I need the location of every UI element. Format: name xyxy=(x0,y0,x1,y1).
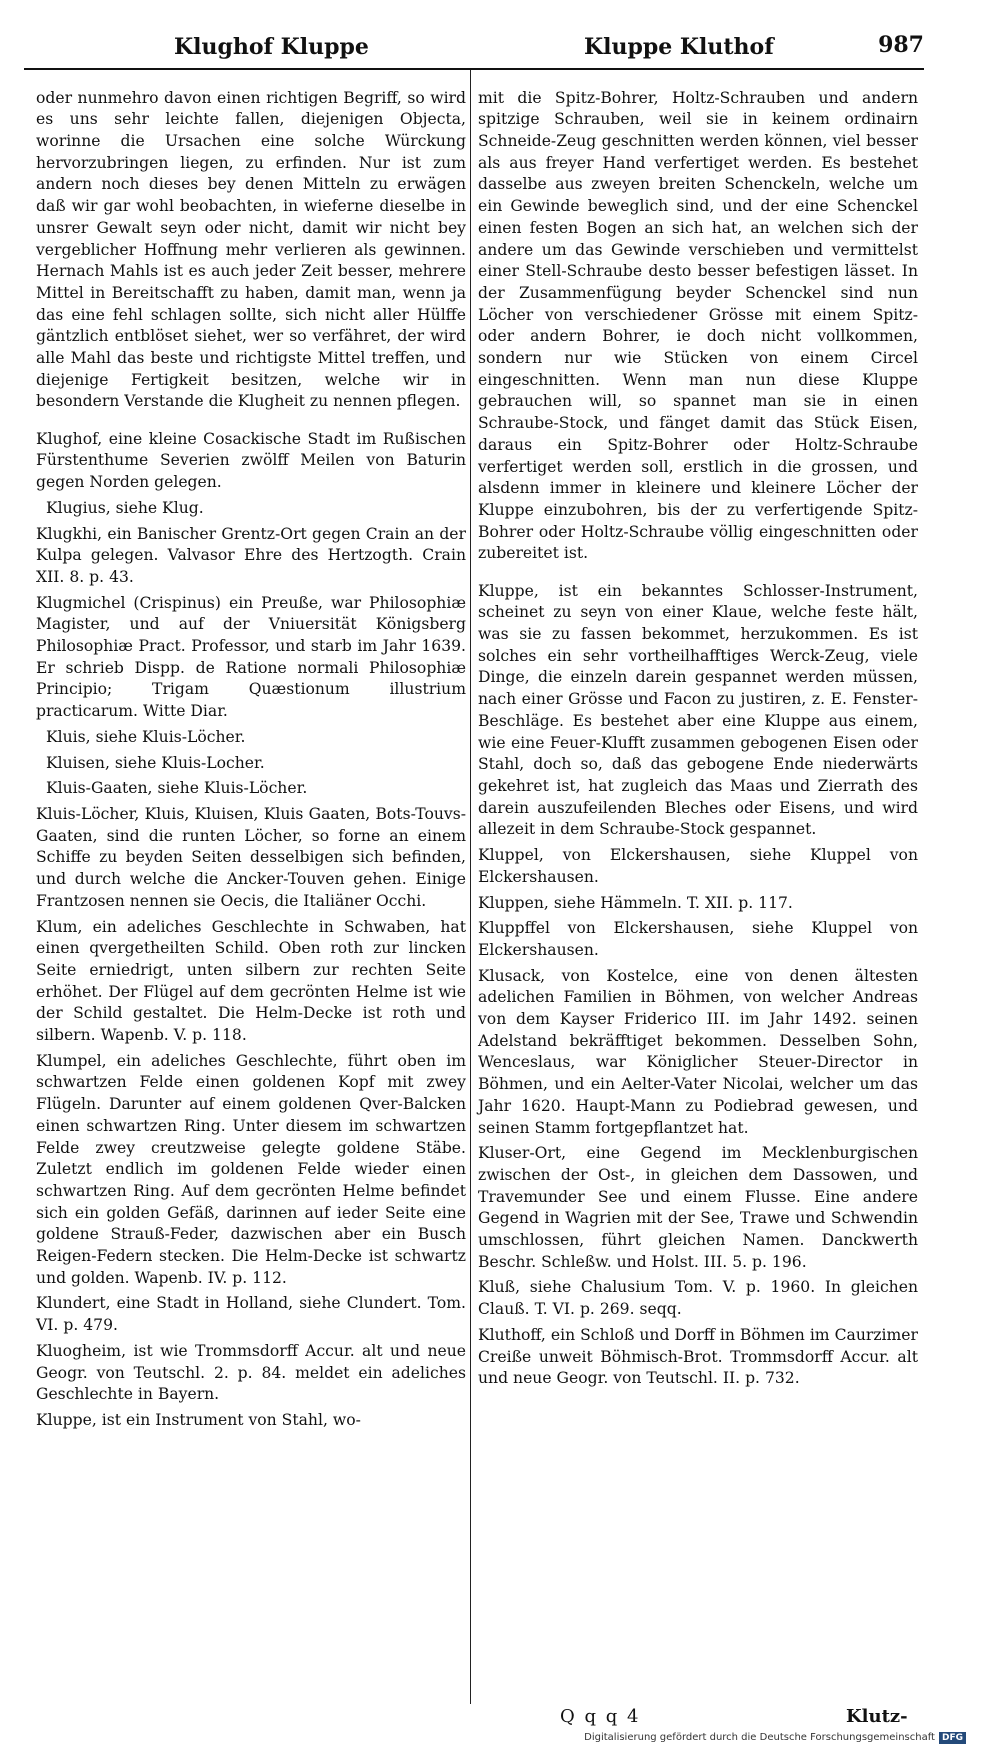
entry-kluthoff: Kluthoff, ein Schloß und Dorff in Böhmen im Caurzimer Creiße unweit Böhmisch-Brot. Trommsdorff Accur. alt und neue Geogr. von Teutschl. II. p. 732. xyxy=(478,1325,918,1388)
entry-klugkhi: Klugkhi, ein Banischer Grentz-Ort gegen Crain an der Kulpa gelegen. Valvasor Ehre des Hertzogth. Crain XII. 8. p. 43. xyxy=(36,524,466,586)
entry-kluppel: Kluppel, von Elckershausen, siehe Kluppel von Elckershausen. xyxy=(478,846,918,886)
entry-kluppe-continuation: mit die Spitz-Bohrer, Holtz-Schrauben und andern spitzige Schrauben, weil sie in keinem ordinairn Schneide-Zeug geschnitten werden können, viel besser als aus freyer Hand verfertiget werden. Es bestehet dasselbe aus zweyen breiten Schenckeln, welche um ein Gewinde beweglich sind, und der eine Schenckel einen festen Bogen an sich hat, an welchen sich der andere um das Gewinde verschieben und vermittelst einer Stell-Schraube desto besser befestigen lässet. In der Zusammenfügung beyder Schenckel sind nun Löcher von verschiedener Grösse mit einem Spitz- oder andern Bohrer, ie doch nicht vollkommen, sondern nur wie Stücken von einem Circel eingeschnitten. Wenn man nun diese Kluppe gebrauchen will, so spannet man sie in einen Schraube-Stock, und fänget damit das Stück Eisen, daraus ein Spitz-Bohrer oder Holtz-Schraube verfertiget werden soll, erstlich in die grossen, und alsdenn immer in kleinere und kleinere Löcher der Kluppe einzubohren, bis der zu verfertigende Spitz-Bohrer oder Holtz-Schraube völlig eingeschnitten oder zubereitet ist. xyxy=(478,88,918,563)
entry-continuation: oder nunmehro davon einen richtigen Begriff, so wird es uns sehr leichte fallen, diejenigen Objecta, worinne die Ursachen eine solche Würckung hervorzubringen liegen, zu erfinden. Nur ist zum andern noch dieses bey denen Mitteln zu erwägen daß wir gar wohl beobachten, in wieferne dieselbe in unsrer Gewalt seyn oder nicht, damit wir nicht bey vergeblicher Hoffnung mehr verlieren als gewinnen. Hernach Mahls ist es auch jeder Zeit besser, mehrere Mittel in Bereitschafft zu haben, damit man, wenn ja das eine fehl schlagen sollte, sich nicht aller Hülffe gäntzlich entblöset siehet, wer so verfähret, der wird alle Mahl das beste und richtigste Mittel treffen, und diejenige Fertigkeit besitzen, welche wir in besondern Verstande die Klugheit zu nennen pflegen. xyxy=(36,88,466,411)
running-header xyxy=(24,34,924,70)
catchword: Klutz- xyxy=(846,1706,908,1727)
entry-klusack: Klusack, von Kostelce, eine von denen ältesten adelichen Familien in Böhmen, von welcher Andreas von dem Kayser Friderico III. im Jahr 1492. seinen Adelstand bekräfftiget bekommen. Desselben Sohn, Wenceslaus, war Königlicher Steuer-Director in Böhmen, und ein Aelter-Vater Nicolai, welcher um das Jahr 1620. Haupt-Mann zu Podiebrad gewesen, und seinen Stamm fortgepflantzet hat. xyxy=(478,966,918,1137)
entry-klugius: Klugius, siehe Klug. xyxy=(46,498,204,517)
entry-kluisen: Kluisen, siehe Kluis-Locher. xyxy=(46,753,265,772)
dfg-logo: DFG xyxy=(939,1732,966,1744)
entry-klumpel: Klumpel, ein adeliches Geschlechte, führt oben im schwartzen Felde einen goldenen Kopf mit zwey Flügeln. Darunter auf einem goldenen Qver-Balcken einen schwartzen Ring. Unter diesem im schwartzen Felde zwey creutzweise gelegte goldene Stäbe. Zuletzt endlich im goldenen Felde wieder einen schwartzen Ring. Auf dem gecrönten Helme befindet sich ein golden Gefäß, darinnen auf ieder Seite eine goldene Strauß-Feder, dazwischen aber ein Busch Reigen-Federn stecken. Die Helm-Decke ist schwartz und golden. Wapenb. IV. p. 112. xyxy=(36,1051,466,1287)
column-divider xyxy=(470,70,471,1704)
entry-kluogheim: Kluogheim, ist wie Trommsdorff Accur. alt und neue Geogr. von Teutschl. 2. p. 84. meldet ein adeliches Geschlechte in Bayern. xyxy=(36,1341,466,1404)
entry-kluppe-schlosser: Kluppe, ist ein bekanntes Schlosser-Instrument, scheinet zu seyn von einer Klaue, welche feste hält, was sie zu fassen bekommet, herzukommen. Es ist solches ein sehr vortheilhafftiges Werck-Zeug, viele Dinge, die einzeln darein gespannet werden müssen, nach einer Grösse und Facon zu justiren, z. E. Fenster-Beschläge. Es bestehet aber eine Kluppe aus einem, wie eine Feuer-Klufft zusammen gebogenen Eisen oder Stahl, doch so, daß das gebogene Ende niederwärts gekehret ist, hat zugleich das Maas und Zierrath des darein auszufeilenden Bleches oder Eisens, und wird allezeit in dem Schraube-Stock gespannet. xyxy=(478,581,918,839)
entry-kluppen: Kluppen, siehe Hämmeln. T. XII. p. 117. xyxy=(478,893,793,912)
entry-kluss: Kluß, siehe Chalusium Tom. V. p. 1960. In gleichen Clauß. T. VI. p. 269. seqq. xyxy=(478,1278,918,1319)
entry-kluser-ort: Kluser-Ort, eine Gegend im Mecklenburgischen zwischen der Ost-, in gleichen dem Dassowen, und Travemunder See und einem Flusse. Eine andere Gegend in Wagrien mit der See, Trawe und Schwendin umschlossen, führt gleichen Namen. Danckwerth Beschr. Schleßw. und Holst. III. 5. p. 196. xyxy=(478,1144,918,1271)
entry-kluis-loecher: Kluis-Löcher, Kluis, Kluisen, Kluis Gaaten, Bots-Touvs-Gaaten, sind die runten Löcher, so forne an einem Schiffe zu beyden Seiten desselbigen sich befinden, und durch welche die Ancker-Touven gehen. Einige Frantzosen nennen sie Oecis, die Italiäner Occhi. xyxy=(36,804,466,910)
entry-kluppe-start: Kluppe, ist ein Instrument von Stahl, wo- xyxy=(36,1410,361,1429)
digitization-credit xyxy=(584,1732,966,1744)
credit-text: Digitalisierung gefördert durch die Deutsche Forschungsgemeinschaft xyxy=(584,1732,935,1743)
header-right-title: Kluppe Kluthof xyxy=(584,34,774,60)
right-column xyxy=(478,72,918,1394)
entry-klum: Klum, ein adeliches Geschlechte in Schwaben, hat einen qvergetheilten Schild. Oben roth zur lincken Seite erniedrigt, unten silbern zur rechten Seite erhöhet. Der Flügel auf dem gecrönten Helme ist wie der Schild gestaltet. Die Helm-Decke ist roth und silbern. Wapenb. V. p. 118. xyxy=(36,917,466,1045)
page-number: 987 xyxy=(878,32,924,58)
signature-mark: Q q q 4 xyxy=(560,1706,641,1727)
left-column xyxy=(36,72,466,1436)
entry-klundert: Klundert, eine Stadt in Holland, siehe Clundert. Tom. VI. p. 479. xyxy=(36,1294,466,1335)
entry-klughof: Klughof, eine kleine Cosackische Stadt im Rußischen Fürstenthume Severien zwölff Meilen von Baturin gegen Norden gelegen. xyxy=(36,429,466,492)
header-left-title: Klughof Kluppe xyxy=(174,34,369,60)
entry-kluppffel: Kluppffel von Elckershausen, siehe Kluppel von Elckershausen. xyxy=(478,919,918,959)
entry-kluis-gaaten: Kluis-Gaaten, siehe Kluis-Löcher. xyxy=(46,779,308,798)
entry-kluis: Kluis, siehe Kluis-Löcher. xyxy=(46,727,246,746)
entry-klugmichel: Klugmichel (Crispinus) ein Preuße, war Philosophiæ Magister, und auf der Vniuersität Königsberg Philosophiæ Pract. Professor, und starb im Jahr 1639. Er schrieb Dispp. de Ratione normali Philosophiæ Principio; Trigam Quæstionum illustrium practicarum. Witte Diar. xyxy=(36,593,466,721)
